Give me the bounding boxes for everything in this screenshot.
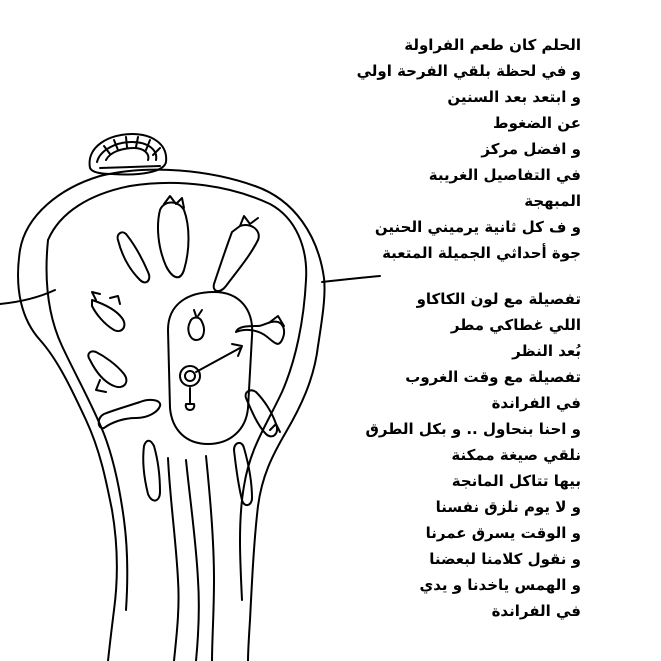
poem-line: و في لحظة بلقي الفرحة اولي [356, 62, 581, 80]
poem-line: عن الضغوط [493, 114, 581, 132]
poem-line: جوة أحداثي الجميلة المتعبة [382, 244, 581, 262]
poem-stanza-1 [357, 32, 581, 266]
poem-line: اللي غطاكي مطر [450, 316, 581, 334]
poem-line: و ابتعد بعد السنين [447, 88, 581, 106]
poem-line: بُعد النظر [512, 342, 581, 360]
poem-line: و افضل مركز [481, 140, 581, 158]
poem-line: الحلم كان طعم الفراولة [404, 36, 581, 54]
poem-line: نلقي صيغة ممكنة [451, 446, 581, 464]
poem-line: و ف كل ثانية يرميني الحنين [374, 218, 581, 236]
coiled-stem [90, 134, 167, 175]
poem-line: في الفراندة [491, 602, 581, 620]
poem-line: تفصيلة مع لون الكاكاو [416, 290, 581, 308]
poem-line: و لا يوم نلزق نفسنا [435, 498, 581, 516]
poem-stanza-2 [366, 286, 582, 624]
fruit-core [168, 292, 252, 444]
poem-line: بيها تتاكل المانجة [451, 472, 581, 490]
poem-line: و الوقت يسرق عمرنا [425, 524, 581, 542]
poem-line: و احنا بنحاول .. و بكل الطرق [365, 420, 581, 438]
poem-line: و نقول كلامنا لبعضنا [429, 550, 581, 568]
seed-segments [88, 196, 284, 505]
poem-line: في الفراندة [491, 394, 581, 412]
poem-line: تفصيلة مع وقت الغروب [405, 368, 581, 386]
poem-line: المبهجة [524, 192, 581, 210]
poem-line: و الهمس ياخدنا و يدي [419, 576, 581, 594]
poem-line: في التفاصيل الغريبة [428, 166, 581, 184]
fruit-outline [0, 170, 380, 661]
